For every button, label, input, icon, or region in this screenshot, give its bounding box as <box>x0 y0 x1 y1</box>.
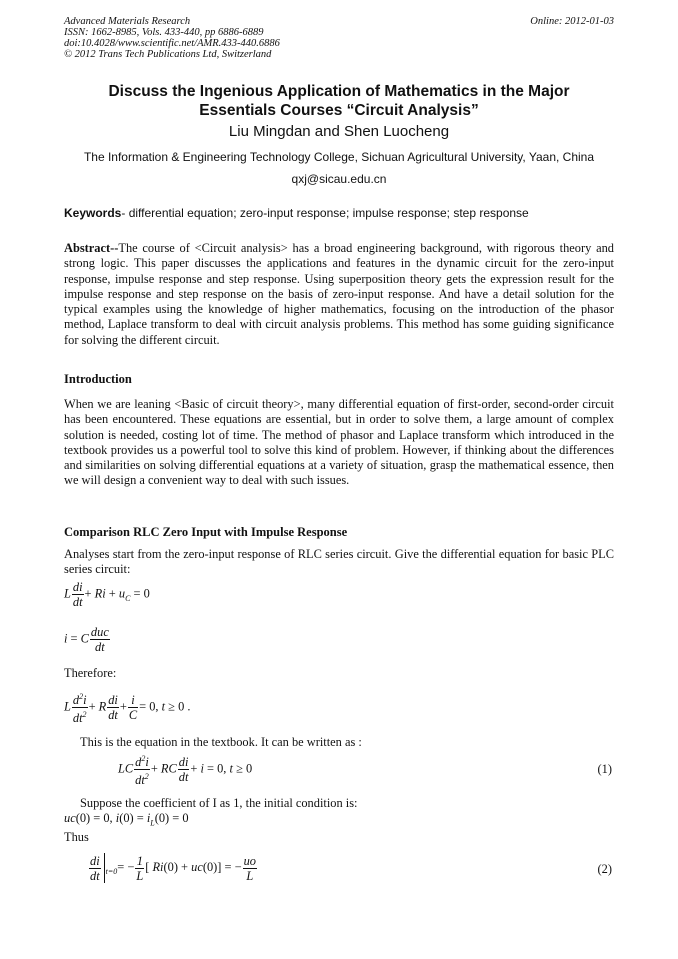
therefore-label: Therefore: <box>64 666 117 680</box>
publication-metadata <box>64 16 280 60</box>
keywords-text: - differential equation; zero-input response; impulse response; step response <box>121 206 529 220</box>
equation-number-1: (1) <box>597 762 612 776</box>
equation-second-order: L $\frac{d^2i}{dt^2}$ + R $\frac{di}{dt}$ + $\frac{i}{C}$ = 0, t ≥ 0 . <box>64 692 191 726</box>
equation-number-2: (2) <box>597 862 612 876</box>
keywords <box>64 206 529 220</box>
online-date: Online: 2012-01-03 <box>530 16 614 27</box>
comparison-text: Analyses start from the zero-input response of RLC series circuit. Give the differential equation for basic PLC series circuit: <box>64 547 614 577</box>
email: qxj@sicau.edu.cn <box>291 172 387 186</box>
introduction-text: When we are leaning <Basic of circuit theory>, many differential equation of first-order, second-order circuit has been encountered. These equations are essential, but in order to solve them, a large amount of complex solution is needed, costing lot of time. The method of phasor and Laplace transform which introduced in the textbook provides us a powerful tool to solve this kind of problem. However, if thinking about the differences and similarities on solving differential equations at a variety of situation, grasp the mathematical essence, then we will design a convenient way to deal with such issues. <box>64 397 614 488</box>
textbook-note: This is the equation in the textbook. It can be written as : <box>80 735 362 749</box>
title-line-2: Essentials Courses “Circuit Analysis” <box>199 102 479 119</box>
keywords-label: Keywords <box>64 206 122 220</box>
initial-condition-note: Suppose the coefficient of I as 1, the initial condition is: <box>80 796 358 810</box>
equation-2: $\frac{di}{dt}$ $_{t=0}$= − $\frac{1}{L}$ [ Ri(0) + uc(0)] = − $\frac{uo}{L}$ <box>90 853 256 883</box>
equation-kvl: L $\frac{di}{dt}$ + $Ri + u_C = 0$ <box>64 580 150 609</box>
paper-title <box>64 82 614 120</box>
abstract <box>64 241 614 348</box>
introduction-heading: Introduction <box>64 372 132 386</box>
issn-line: ISSN: 1662-8985, Vols. 433-440, pp 6886-6889 <box>64 27 264 38</box>
doi-line: doi:10.4028/www.scientific.net/AMR.433-440.6886 <box>64 38 280 49</box>
journal-name: Advanced Materials Research <box>64 16 191 27</box>
abstract-text: The course of <Circuit analysis> has a broad engineering background, with rigorous theory and strong logic. This paper discusses the applications and features in the dynamic circuit for the zero-input response, impulse response and step response. Using superposition theory gets the expression result for the impulse response and step response on the basis of zero-input response. And have a detail solution for the typical examples using the knowledge of higher mathematics, focusing on the introduction of the phasor method, Laplace transform to deal with circuit analysis problems. This method has some guiding significance for solving the different circuit. <box>64 241 614 347</box>
abstract-label: Abstract-- <box>64 241 119 255</box>
equation-1: LC $\frac{d^2i}{dt^2}$ + RC $\frac{di}{dt}$ + i = 0, t ≥ 0 <box>118 754 253 788</box>
initial-conditions: uc(0) = 0, $i(0) = i_L(0) = 0$ <box>64 811 189 828</box>
thus-label: Thus <box>64 830 89 844</box>
equation-capacitor-current: i = C $\frac{\text{duc}}{dt}$ <box>64 625 109 654</box>
title-line-1: Discuss the Ingenious Application of Mathematics in the Major <box>108 83 570 100</box>
comparison-heading: Comparison RLC Zero Input with Impulse Response <box>64 525 348 539</box>
copyright-line: © 2012 Trans Tech Publications Ltd, Switzerland <box>64 49 272 60</box>
authors: Liu Mingdan and Shen Luocheng <box>228 123 450 140</box>
affiliation: The Information & Engineering Technology College, Sichuan Agricultural University, Yaan, China <box>83 150 595 164</box>
